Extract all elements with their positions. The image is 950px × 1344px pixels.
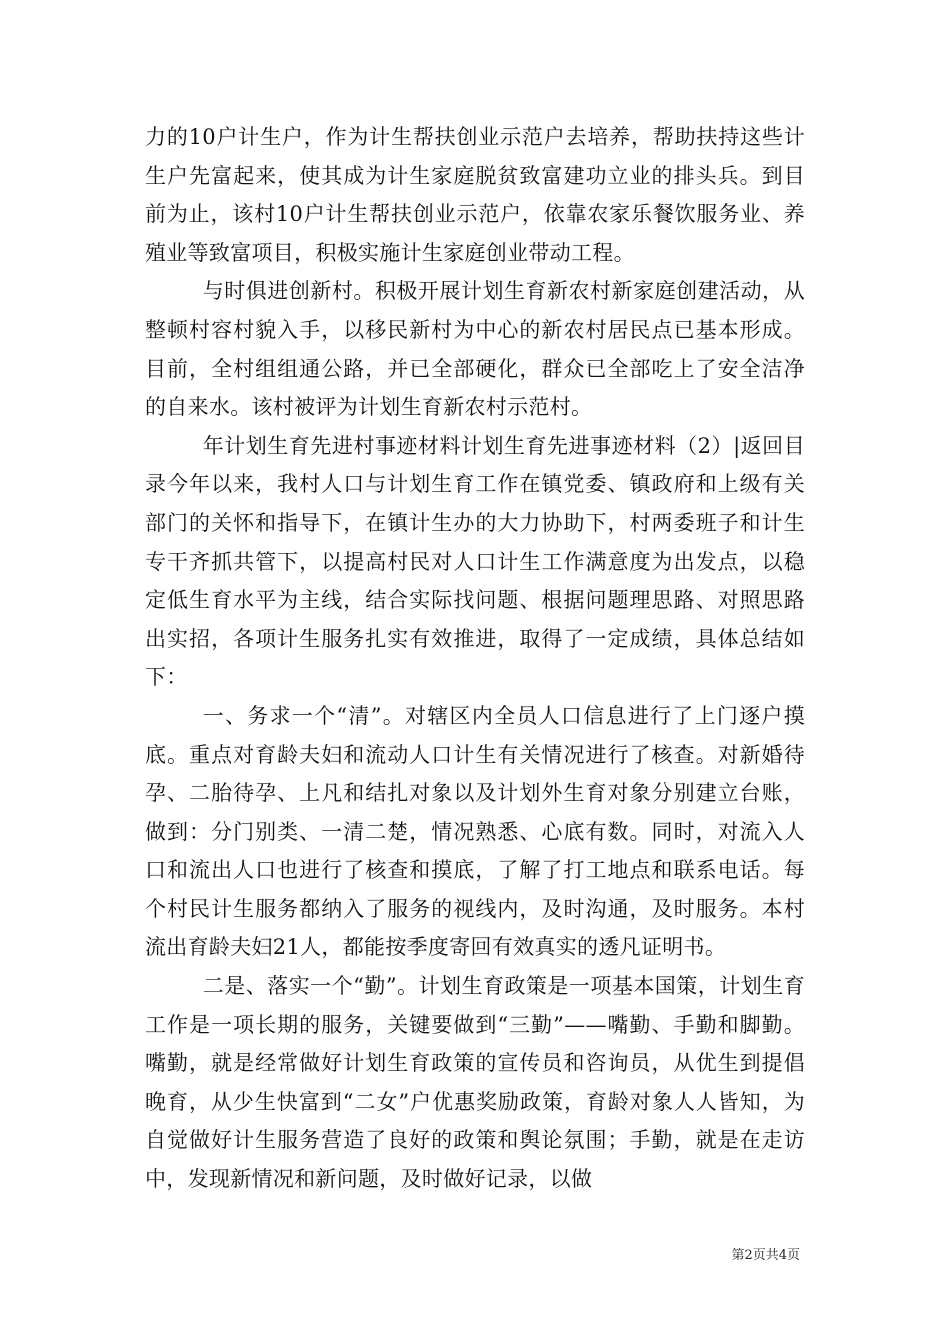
paragraph-5: 二是、落实一个“勤”。计划生育政策是一项基本国策，计划生育工作是一项长期的服务，关键要做到“三勤”——嘴勤、手勤和脚勤。嘴勤，就是经常做好计划生育政策的宣传员和咨询员，从优生到提倡晚育，从少生快富到“二女”户优惠奖励政策，育龄对象人人皆知，为自觉做好计生服务营造了良好的政策和舆论氛围；手勤，就是在走访中，发现新情况和新问题，及时做好记录，以做	[145, 974, 805, 1192]
paragraph-4: 一、务求一个“清”。对辖区内全员人口信息进行了上门逐户摸底。重点对育龄夫妇和流动人口计生有关情况进行了核查。对新婚待孕、二胎待孕、上凡和结扎对象以及计划外生育对象分别建立台账，做到：分门别类、一清二楚，情况熟悉、心底有数。同时，对流入人口和流出人口也进行了核查和摸底，了解了打工地点和联系电话。每个村民计生服务都纳入了服务的视线内，及时沟通，及时服务。本村流出育龄夫妇21人，都能按季度寄回有效真实的透凡证明书。	[145, 703, 805, 960]
page-number: 第2页共4页	[731, 1248, 800, 1263]
paragraph-2: 与时俱进创新村。积极开展计划生育新农村新家庭创建活动，从整顿村容村貌入手，以移民新村为中心的新农村居民点已基本形成。目前，全村组组通公路，并已全部硬化，群众已全部吃上了安全洁净的自来水。该村被评为计划生育新农村示范村。	[145, 279, 805, 420]
document-body	[145, 118, 805, 1199]
paragraph-1: 力的10户计生户，作为计生帮扶创业示范户去培养，帮助扶持这些计生户先富起来，使其成为计生家庭脱贫致富建功立业的排头兵。到目前为止，该村10户计生帮扶创业示范户，依靠农家乐餐饮服务业、养殖业等致富项目，积极实施计生家庭创业带动工程。	[145, 125, 805, 265]
paragraph-3: 年计划生育先进村事迹材料计划生育先进事迹材料（2）|返回目录今年以来，我村人口与计划生育工作在镇党委、镇政府和上级有关部门的关怀和指导下，在镇计生办的大力协助下，村两委班子和计生专干齐抓共管下，以提高村民对人口计生工作满意度为出发点，以稳定低生育水平为主线，结合实际找问题、根据问题理思路、对照思路出实招，各项计生服务扎实有效推进，取得了一定成绩，具体总结如下：	[145, 433, 805, 690]
